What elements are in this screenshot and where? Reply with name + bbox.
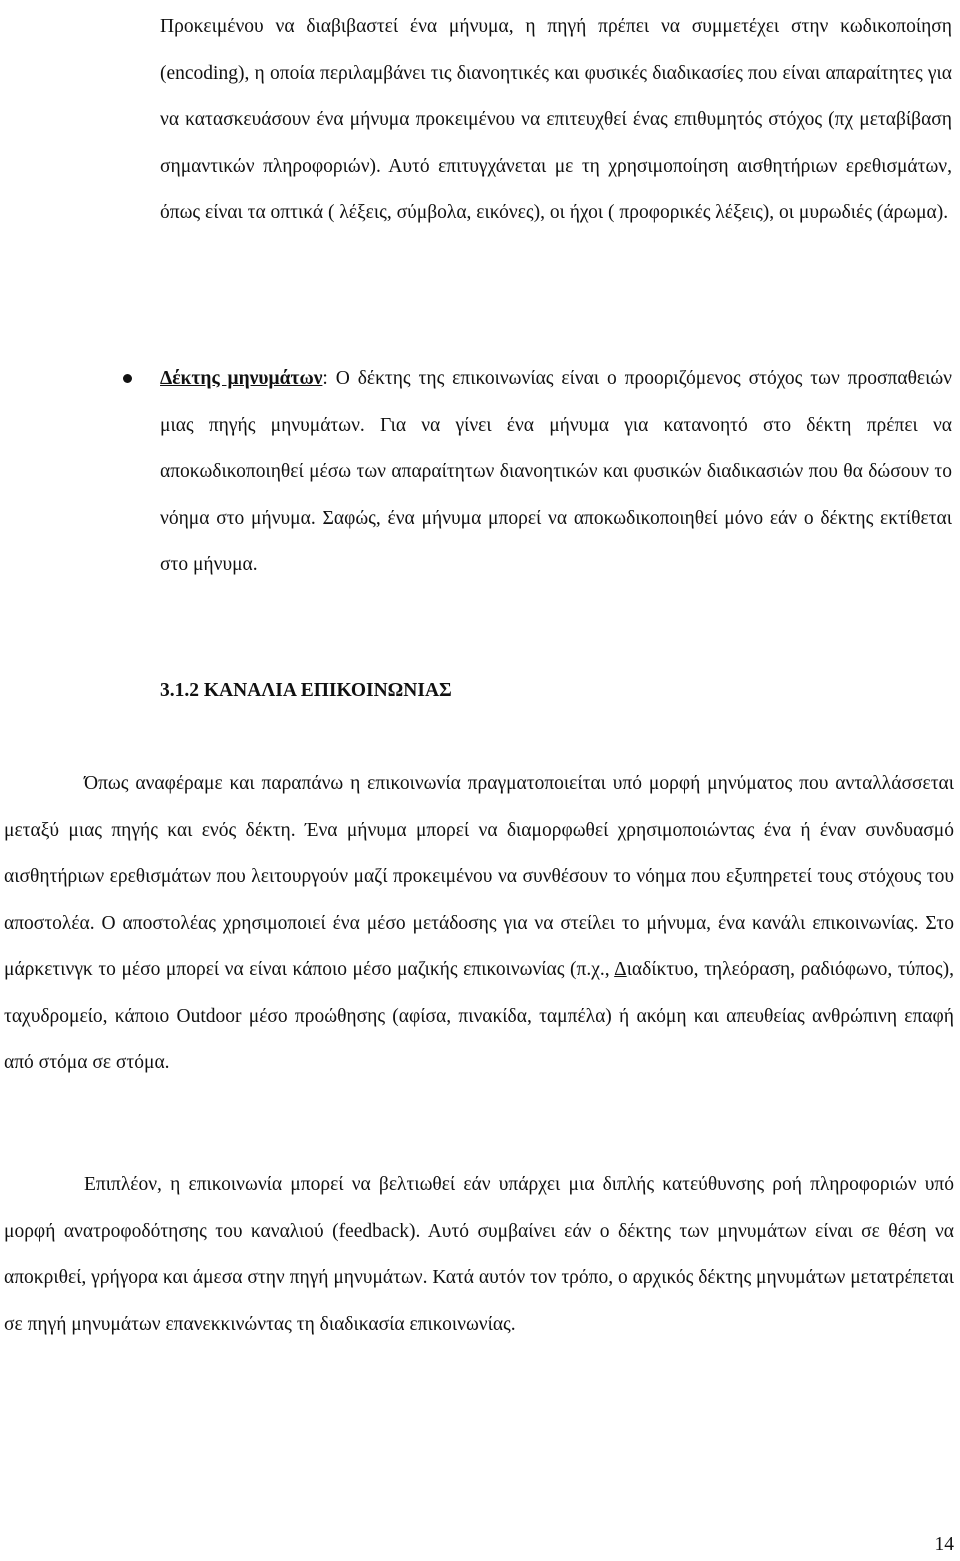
bullet-item-receiver — [160, 356, 952, 589]
page-number: 14 — [934, 1534, 954, 1555]
paragraph-feedback — [4, 1162, 954, 1348]
paragraph-channels — [4, 761, 954, 1087]
section-heading: 3.1.2 ΚΑΝΑΛΙΑ ΕΠΙΚΟΙΝΩΝΙΑΣ — [160, 680, 452, 701]
internet-link[interactable]: Δ — [614, 959, 627, 980]
bullet-icon — [123, 374, 132, 383]
paragraph-feedback-text: Επιπλέον, η επικοινωνία μπορεί να βελτιωθεί εάν υπάρχει μια διπλής κατεύθυνσης ροή πληροφοριών υπό μορφή ανατροφοδότησης του καναλιού (feedback). Αυτό συμβαίνει εάν ο δέκτης των μηνυμάτων είναι σε θέση να αποκριθεί, γρήγορα και άμεσα στην πηγή μηνυμάτων. Κατά αυτόν τον τρόπο, ο αρχικός δέκτης μηνυμάτων μετατρέπεται σε πηγή μηνυμάτων επανεκκινώντας τη διαδικασία επικοινωνίας. — [4, 1174, 954, 1335]
paragraph-channels-text-2: ιαδίκτυο, τηλεόραση, ραδιόφωνο, τύπος), ταχυδρομείο, κάποιο Outdoor μέσο προώθησης (αφίσα, πινακίδα, ταμπέλα) ή ακόμη και απευθείας ανθρώπινη επαφή από στόμα σε στόμα. — [4, 959, 954, 1073]
bullet-text: : Ο δέκτης της επικοινωνίας είναι ο προοριζόμενος στόχος των προσπαθειών μιας πηγής μηνυμάτων. Για να γίνει ένα μήνυμα για κατανοητό στο δέκτη πρέπει να αποκωδικοποιηθεί μέσω των απαραίτητων διανοητικών και φυσικών διαδικασιών που θα δώσουν το νόημα στο μήνυμα. Σαφώς, ένα μήνυμα μπορεί να αποκωδικοποιηθεί μόνο εάν ο δέκτης εκτίθεται στο μήνυμα. — [160, 368, 952, 575]
bullet-term: Δέκτης μηνυμάτων — [160, 368, 323, 389]
paragraph-encoding: Προκειμένου να διαβιβαστεί ένα μήνυμα, η πηγή πρέπει να συμμετέχει στην κωδικοποίηση (encoding), η οποία περιλαμβάνει τις διανοητικές και φυσικές διαδικασίες που είναι απαραίτητες για να κατασκευάσουν ένα μήνυμα προκειμένου να επιτευχθεί ένας επιθυμητός στόχος (πχ μεταβίβαση σημαντικών πληροφοριών). Αυτό επιτυγχάνεται με τη χρησιμοποίηση αισθητήριων ερεθισμάτων, όπως είναι τα οπτικά ( λέξεις, σύμβολα, εικόνες), οι ήχοι ( προφορικές λέξεις), οι μυρωδιές (άρωμα). — [160, 16, 952, 223]
paragraph-channels-text-1: Όπως αναφέραμε και παραπάνω η επικοινωνία πραγματοποιείται υπό μορφή μηνύματος που ανταλλάσσεται μεταξύ μιας πηγής και ενός δέκτη. Ένα μήνυμα μπορεί να διαμορφωθεί χρησιμοποιώντας ένα ή έναν συνδυασμό αισθητήριων ερεθισμάτων που λειτουργούν μαζί προκειμένου να συνθέσουν το νόημα που εξυπηρετεί τους στόχους του αποστολέα. Ο αποστολέας χρησιμοποιεί ένα μέσο μετάδοσης για να στείλει το μήνυμα, ένα κανάλι επικοινωνίας. Στο μάρκετινγκ το μέσο μπορεί να είναι κάποιο μέσο μαζικής επικοινωνίας (π.χ., — [4, 773, 954, 980]
